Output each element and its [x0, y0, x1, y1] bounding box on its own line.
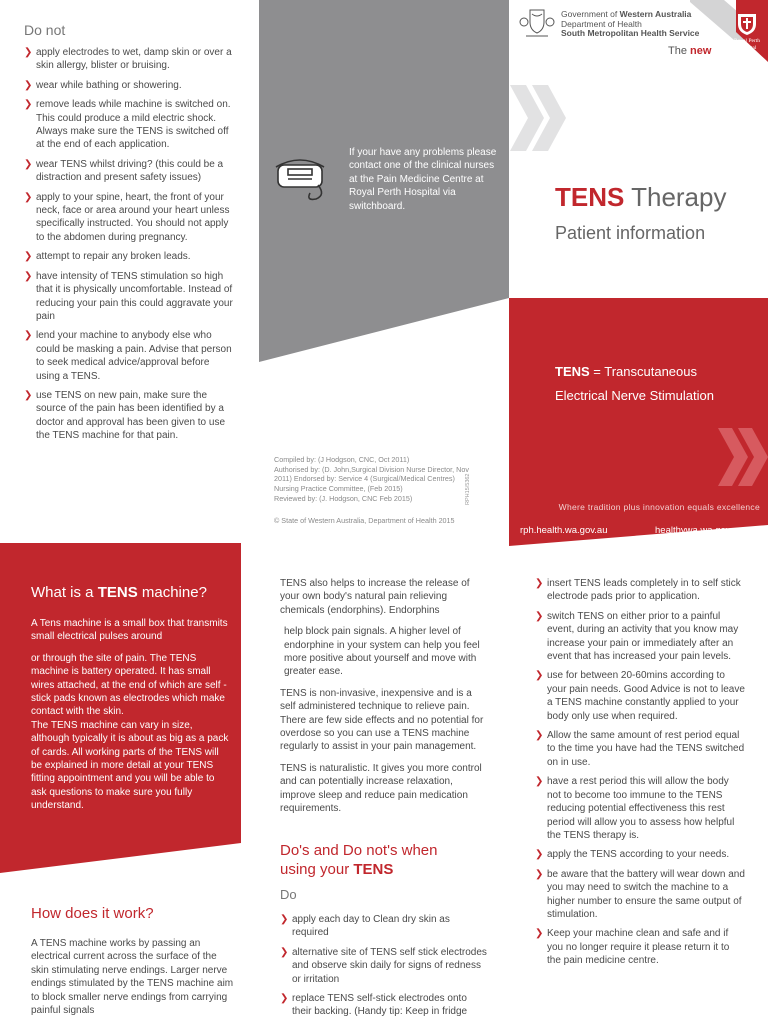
chevron-right-icon: ❯: [24, 389, 33, 401]
rph-crest-icon: [736, 12, 758, 36]
chevron-right-icon: ❯: [535, 868, 544, 880]
chevron-right-icon: ❯: [280, 946, 289, 958]
what-body: A Tens machine is a small box that transmits small electrical pulses around or through the site of pain. The TENS machine is battery operated. It has small wires attached, at the end of which are self - stick pads known as electrodes which make contact with the skin. The TENS machine can vary in size, although typically it is about as big as a pack of cards. All working parts of the TENS will be explained in more detail at your TENS fitting appointment and you will be able to ask questions to make sure you fully understand.: [31, 618, 229, 812]
list-item: ❯ use TENS on new pain, make sure the source of the pain has been identified by a doctor and approval has been given to use the TENS machine for that pain.: [24, 389, 226, 442]
list-item: ❯ wear TENS whilst driving? (this could be a distraction and present safety issues): [24, 158, 224, 184]
how-body: A TENS machine works by passing an electrical current across the surface of the skin stimulating nerve endings. Larger nerve endings stimulated by the TENS machine aim to block smaller nerve endings from carrying painful signals: [31, 938, 234, 1017]
list-item: ❯ alternative site of TENS self stick electrodes and observe skin daily for signs of redness or irritation: [280, 946, 487, 985]
middle-body: TENS also helps to increase the release of your own body's natural pain relieving chemicals (endorphins). Endorphins help block pain signals. A higher level of endorphine in your system can help you feel more positive about yourself and move with greater ease. TENS is non-invasive, inexpensive and is a self administered technique to relieve pain. There are few side effects and no potential for overdose so you can use a TENS machine regularly to assist in your pain management. TENS is naturalistic. It gives you more control and can potentially increase relaxation, improve sleep and reduce pain medication requirements.: [280, 578, 484, 815]
chevron-right-icon: ❯: [24, 251, 33, 263]
list-item: ❯ Keep your machine clean and safe and if you no longer require it please return it to the pain medicine centre.: [535, 928, 730, 967]
chevron-right-icon: ❯: [535, 670, 544, 682]
credits-copyright: © State of Western Australia, Department of Health 2015: [274, 515, 455, 525]
chevron-right-icon: ❯: [24, 158, 33, 170]
phone-icon: [270, 155, 332, 203]
list-item: ❯ wear while bathing or showering.: [24, 79, 182, 91]
chevrons-gray-icon: [510, 85, 568, 151]
list-item: ❯ Allow the same amount of rest period equal to the time you have had the TENS switched on in use.: [535, 730, 745, 768]
cover-title: TENS Therapy: [555, 182, 727, 212]
contact-text: If your have any problems please contact one of the clinical nurses at the Pain Medicine Centre at Royal Perth Hospital via switchboard.: [349, 147, 497, 212]
chevron-right-icon: ❯: [535, 849, 544, 861]
chevron-right-icon: ❯: [24, 47, 33, 58]
list-item: ❯ remove leads while machine is switched on. This could produce a mild electric shock. Always make sure the TENS is switched off at the end of each application.: [24, 99, 231, 151]
list-item: ❯ lend your machine to anybody else who could be masking a pain. Advise that person to seek medical advice/approval before using a TENS.: [24, 330, 232, 382]
chevron-right-icon: ❯: [535, 776, 544, 788]
government-text: Government of Western Australia Department of Health South Metropolitan Health Service: [561, 9, 700, 39]
list-item: ❯ apply the TENS according to your needs.: [535, 849, 730, 861]
document-code: RPH15/5362: [465, 473, 471, 505]
slogan: Where tradition plus innovation equals excellence: [558, 502, 760, 512]
list-item: ❯ insert TENS leads completely in to self stick electrode pads prior to application.: [535, 578, 741, 603]
chevron-right-icon: ❯: [535, 928, 544, 940]
website-link-rph[interactable]: rph.health.wa.gov.au: [520, 525, 608, 536]
list-item: ❯ be aware that the battery will wear down and you may need to switch the machine to a higher number to ensure the same output of stimulation.: [535, 868, 745, 920]
chevron-right-icon: ❯: [24, 79, 33, 91]
hospital-name: Royal Perth Hospital: [733, 38, 761, 51]
list-item: ❯ apply electrodes to wet, damp skin or over a skin allergy, blister or bruising.: [24, 47, 232, 72]
credits-compiled: Compiled by: (J Hodgson, CNC, Oct 2011): [274, 455, 410, 464]
list-item: ❯ use for between 20-60mins according to your pain needs. Good Advice is not to leave a TENS machine constantly applied to your body only use when required.: [535, 670, 745, 722]
credits-block: [274, 455, 479, 525]
chevron-right-icon: ❯: [280, 914, 289, 925]
chevron-right-icon: ❯: [535, 578, 544, 589]
do-heading: Do: [280, 887, 297, 902]
list-item: ❯ have intensity of TENS stimulation so high that it is physically uncomfortable. Instead of reducing your pain this could aggravate your pain: [24, 270, 233, 322]
wa-government-crest-icon: [518, 6, 556, 40]
right-do-list: [535, 577, 745, 974]
list-item: ❯ switch TENS on either prior to a painful event, during an activity that you know may increase your pain or immediately after an event that has increased your pain levels.: [535, 610, 739, 663]
chevron-right-icon: ❯: [24, 270, 33, 282]
list-item: ❯ apply each day to Clean dry skin as required: [280, 914, 450, 939]
tagline: The new: [668, 45, 712, 57]
do-list: [280, 913, 488, 1025]
tens-definition: TENS = Transcutaneous Electrical Nerve Stimulation: [555, 364, 714, 403]
chevrons-red-icon: [718, 428, 768, 486]
chevron-right-icon: ❯: [24, 191, 33, 203]
cover-subtitle: Patient information: [555, 223, 706, 243]
donot-panel: [24, 22, 234, 449]
donot-heading: Do not: [24, 22, 66, 38]
chevron-right-icon: ❯: [280, 993, 289, 1005]
list-item: ❯ have a rest period this will allow the body not to become too immune to the TENS reducing potential effectiveness this rest period will allow you to assess how helpful the TENS therapy is.: [535, 776, 735, 841]
chevron-right-icon: ❯: [535, 730, 544, 742]
website-link-healthywa[interactable]: healthywa.wa.gov.au: [655, 525, 744, 536]
chevron-right-icon: ❯: [24, 330, 33, 342]
how-heading: How does it work?: [31, 905, 154, 922]
credits-reviewed: Reviewed by: (J. Hodgson, CNC Feb 2015): [274, 493, 413, 503]
list-item: ❯ attempt to repair any broken leads.: [24, 251, 191, 263]
list-item: ❯ apply to your spine, heart, the front of your neck, face or area around your heart unless specifically instructed. You should not apply to the abdomen during pregnancy.: [24, 191, 230, 243]
chevron-right-icon: ❯: [24, 99, 33, 111]
chevron-right-icon: ❯: [535, 610, 544, 622]
dos-heading: Do's and Do not's when using your TENS: [280, 842, 438, 878]
list-item: ❯ replace TENS self-stick electrodes onto their backing. (Handy tip: Keep in fridge: [280, 993, 468, 1018]
what-heading: What is a TENS machine?: [31, 584, 207, 601]
credits-authorised: Authorised by: (D. John,Surgical Division Nurse Director, Nov 2011) Endorsed by: Service 4 (Surgical/Medical Centres) Nursing Practice Committee, (Feb 2015): [274, 464, 469, 494]
donot-list: [24, 46, 234, 443]
